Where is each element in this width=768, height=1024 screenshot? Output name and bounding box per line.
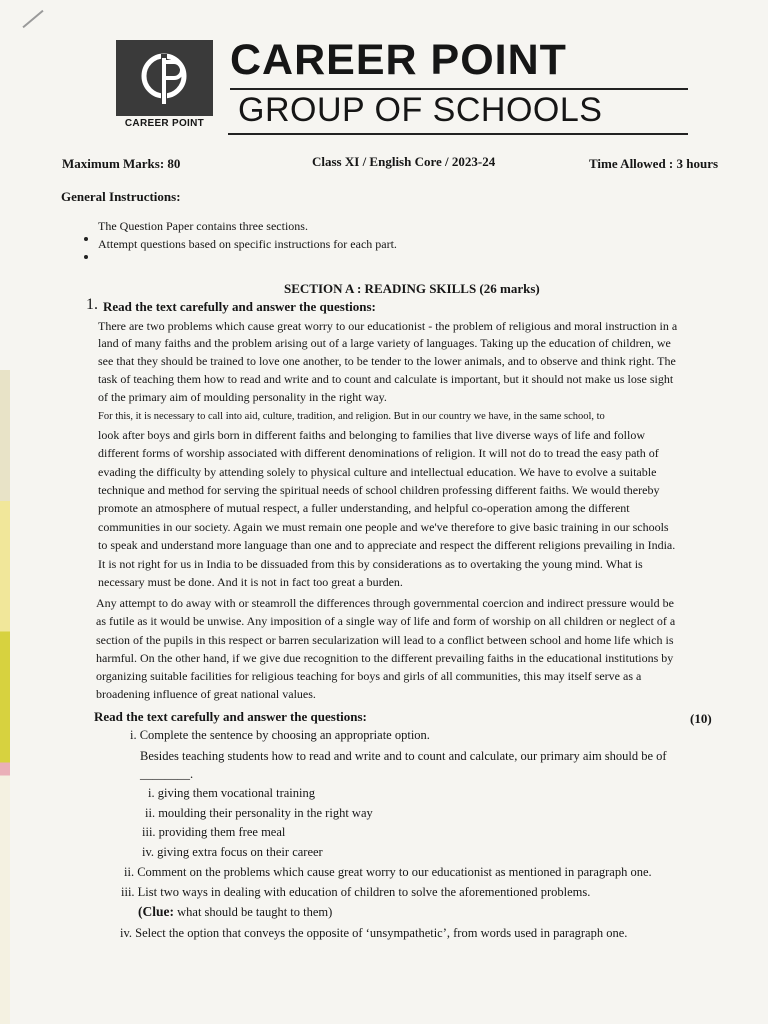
divider xyxy=(228,133,688,135)
option-item: iv. giving extra focus on their career xyxy=(142,845,323,859)
passage-line: organizing suitable facilities for religious teaching for boys and girls of all communities, this may itself serve as a xyxy=(96,669,642,683)
passage-intro-line: For this, it is necessary to call into aid, culture, tradition, and religion. But in our country we have, in the same school, to xyxy=(98,411,605,422)
passage-line: necessary must be done. And it is not in fact too great a burden. xyxy=(98,575,403,589)
school-logo xyxy=(116,40,213,116)
question-heading: Read the text carefully and answer the questions: xyxy=(103,299,376,314)
passage-line: section of the pupils in this respect or barren secularization will lead to a conflict between school and home life which is xyxy=(96,633,674,647)
question-2: ii. Comment on the problems which cause great worry to our educationist as mentioned in paragraph one. xyxy=(124,865,652,879)
marks-label: (10) xyxy=(690,711,712,726)
clue-label: (Clue: xyxy=(138,904,174,919)
question-4: iv. Select the option that conveys the opposite of ‘unsympathetic’, from words used in paragraph one. xyxy=(120,926,628,940)
cp-logo-icon xyxy=(116,40,213,116)
read-text-heading: Read the text carefully and answer the questions: xyxy=(94,709,367,724)
passage-line: Any attempt to do away with or steamroll the differences through governmental coercion and indirect pressure would be xyxy=(96,596,674,610)
brand-subtitle: GROUP OF SCHOOLS xyxy=(238,91,603,129)
bullet-icon xyxy=(84,255,88,259)
passage-line: technique and method for serving the spiritual needs of school children professing different faiths. We would thereby xyxy=(98,483,660,497)
corner-mark xyxy=(22,10,43,28)
passage-line: There are two problems which cause great worry to our educationist - the problem of religious and moral instruction in a xyxy=(98,319,678,333)
passage-line: as futile as it would be unwise. Any imposition of a single way of life and form of worship on all children or neglect of a xyxy=(96,614,676,628)
passage-line: communities in our society. Again we must remain one people and we've therefore to give basic training in our schools xyxy=(98,520,669,534)
instruction-item: The Question Paper contains three sections. xyxy=(98,219,308,233)
passage-line: task of teaching them how to read and write and to count and calculate is important, but it should not make us lose sight xyxy=(98,372,674,386)
question-1: i. Complete the sentence by choosing an appropriate option. xyxy=(130,728,430,742)
section-title: SECTION A : READING SKILLS (26 marks) xyxy=(284,281,540,296)
edge-strip xyxy=(0,370,10,1024)
divider xyxy=(230,88,688,90)
question-number: 1. xyxy=(86,296,98,313)
question-3: iii. List two ways in dealing with education of children to solve the aforementioned problems. xyxy=(121,885,591,899)
option-item: i. giving them vocational training xyxy=(148,786,315,800)
time-allowed: Time Allowed : 3 hours xyxy=(589,156,719,171)
logo-caption: CAREER POINT xyxy=(124,118,205,129)
answer-blank: ________. xyxy=(140,767,194,781)
passage-line: different forms of worship associated with different denominations of religion. It will not do to tread the easy path of xyxy=(98,446,659,460)
passage-line: see that they should be trained to love one another, to be tender to the lower animals, and to observe and think right. The xyxy=(98,354,676,368)
max-marks: Maximum Marks: 80 xyxy=(62,156,181,171)
passage-line: evading the difficulty by attending solely to physical culture and intellectual education. We have to evolve a suitable xyxy=(98,465,657,479)
clue-text: what should be taught to them) xyxy=(177,905,333,919)
general-instructions-heading: General Instructions: xyxy=(61,189,181,204)
passage-line: broadening influence of great national values. xyxy=(96,687,316,701)
passage-line: look after boys and girls born in different faiths and belonging to families that live diverse ways of life and follow xyxy=(98,428,645,442)
passage-line: It is not right for us in India to be dissuaded from this by considerations as to overtaking the young mind. What is xyxy=(98,557,643,571)
instruction-item: Attempt questions based on specific instructions for each part. xyxy=(98,237,397,251)
option-item: ii. moulding their personality in the right way xyxy=(145,806,373,820)
passage-line: to speak and understand more language than one and to appreciate and respect the different religions prevailing in India. xyxy=(98,538,676,552)
passage-line: of the primary aim of moulding personality in the right way. xyxy=(98,390,387,404)
passage-line: promote an atmosphere of mutual respect, a fuller understanding, and helpful co-operation among the different xyxy=(98,501,630,515)
class-info: Class XI / English Core / 2023-24 xyxy=(312,154,496,169)
passage-line: land of many faiths and the problem arising out of a large variety of languages. Taking up the education of children, we xyxy=(98,336,671,350)
bullet-icon xyxy=(84,237,88,241)
brand-title: CAREER POINT xyxy=(230,36,567,84)
clue-line xyxy=(138,904,332,920)
passage-line: harmful. On the other hand, if we give due recognition to the different prevailing faiths in the educational institutions by xyxy=(96,651,674,665)
option-item: iii. providing them free meal xyxy=(142,825,286,839)
question-1-stem: Besides teaching students how to read and write and to count and calculate, our primary aim should be of xyxy=(140,749,667,763)
